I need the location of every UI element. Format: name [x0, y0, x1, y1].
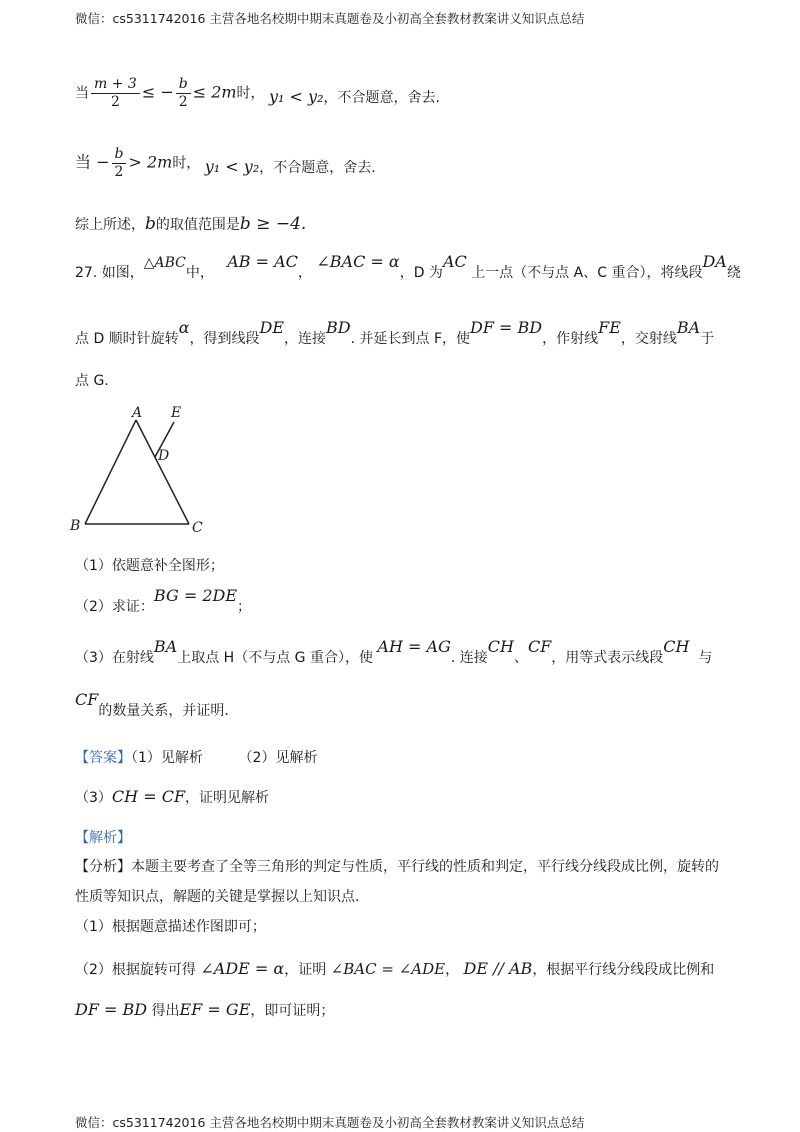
text: 时，: [172, 155, 201, 172]
denominator: 2: [178, 94, 188, 110]
math: AB = AC: [227, 252, 298, 271]
text: ，证明: [284, 962, 327, 978]
text: ，不合题意，舍去.: [259, 159, 376, 176]
text: 上取点 H（不与点 G 重合），使: [177, 650, 373, 666]
math: EF = GE: [179, 1000, 251, 1019]
math: FE: [598, 318, 621, 337]
math: y₁ < y₂: [204, 156, 260, 176]
text: 的取值范围是: [155, 217, 240, 233]
math: > 2m: [128, 152, 173, 172]
denominator: 2: [110, 94, 120, 110]
math: DE: [259, 318, 285, 337]
analysis-tag: 【解析】: [75, 830, 131, 846]
answer-line-2: [75, 787, 269, 808]
fraction: [176, 76, 191, 111]
math: ∠BAC = α: [316, 252, 400, 271]
triangle-figure: [66, 402, 216, 537]
text: 点 D 顺时针旋转: [75, 331, 179, 347]
math: α: [178, 318, 190, 337]
part-1: （1）依题意补全图形；: [75, 558, 224, 574]
solution-1: （1）根据题意描述作图即可；: [75, 919, 266, 935]
case-line-2: [75, 146, 376, 181]
math: DF = BD: [75, 1000, 148, 1019]
case-line-1: [75, 76, 440, 111]
label-e: E: [171, 405, 182, 421]
text: 当 −: [75, 152, 110, 172]
text: 绕: [726, 265, 741, 281]
math: AC: [442, 252, 467, 271]
label-d: D: [158, 448, 170, 464]
text: ，作射线: [542, 331, 599, 347]
label-c: C: [192, 520, 203, 536]
text: （2）见解析: [238, 750, 318, 766]
math: ∠BAC = ∠ADE: [330, 960, 446, 978]
math: b: [145, 214, 156, 234]
math: CH = CF: [111, 787, 186, 806]
text: 综上所述，: [75, 217, 145, 233]
text: 时，: [236, 85, 265, 102]
solution-2-line-1: [75, 959, 714, 980]
math: ∠ADE = α: [200, 959, 285, 978]
text: ，D 为: [399, 265, 443, 281]
text: 中，: [185, 265, 214, 281]
label-a: A: [132, 405, 143, 421]
math: BG = 2DE: [153, 586, 238, 605]
text: （2）根据旋转可得: [75, 962, 196, 978]
part-2: [75, 586, 252, 617]
math: ≤ 2m: [192, 82, 237, 102]
question-27-line-3: 点 G.: [75, 373, 109, 389]
text: ，: [297, 265, 312, 281]
text: 27. 如图，: [75, 265, 144, 281]
text: ，用等式表示线段: [551, 650, 664, 666]
math: CF: [75, 690, 99, 709]
answer-line-1: [75, 748, 317, 768]
math: △ABC: [143, 255, 186, 271]
solution-2-line-2: [75, 1000, 334, 1021]
question-27-line-2: [75, 318, 715, 349]
math: DE // AB: [463, 959, 533, 978]
part-3-line-2: [75, 690, 229, 721]
math: y₁ < y₂: [269, 86, 324, 106]
text: ，: [445, 962, 460, 978]
math: DF = BD: [470, 318, 543, 337]
text: ，不合题意，舍去.: [323, 89, 440, 106]
text: . 并延长到点 F，使: [350, 331, 471, 347]
text: ，根据平行线分线段成比例和: [532, 962, 715, 978]
numerator: m + 3: [91, 76, 140, 94]
page-header: 微信：cs5311742016 主营各地名校期中期末真题卷及小初高全套教材教案讲义知识点总结: [75, 11, 585, 26]
text: 与: [698, 650, 713, 666]
math: DA: [702, 252, 727, 271]
math: BD: [326, 318, 351, 337]
numerator: b: [176, 76, 191, 94]
math: AH = AG: [377, 637, 451, 656]
text: ；: [237, 599, 252, 615]
analysis-line-1: 【分析】本题主要考查了全等三角形的判定与性质，平行线的性质和判定，平行线分线段成比例，旋转的: [75, 859, 719, 875]
text: 上一点（不与点 A、C 重合），将线段: [471, 265, 703, 281]
text: （3）在射线: [75, 650, 154, 666]
text: ，即可证明；: [250, 1003, 335, 1019]
question-27-line-1: [75, 252, 741, 283]
math: BA: [153, 637, 178, 656]
math: CH: [663, 637, 690, 656]
denominator: 2: [114, 164, 124, 180]
analysis-line-2: 性质等知识点，解题的关键是掌握以上知识点.: [75, 889, 360, 905]
text: （3）: [75, 790, 112, 806]
text: ，连接: [284, 331, 327, 347]
fraction: [112, 146, 127, 181]
text: ，交射线: [620, 331, 677, 347]
page-footer: 微信：cs5311742016 主营各地名校期中期末真题卷及小初高全套教材教案讲义知识点总结: [75, 1115, 585, 1130]
text: ，证明见解析: [185, 790, 270, 806]
math: CF: [527, 637, 552, 656]
answer-tag: 【答案】: [75, 750, 131, 766]
text: 得出: [151, 1003, 180, 1019]
text: . 连接: [450, 650, 488, 666]
text: 当: [75, 85, 89, 102]
conclusion-line: [75, 214, 306, 235]
text: （1）见解析: [131, 750, 203, 766]
label-b: B: [70, 518, 81, 534]
text: （2）求证：: [75, 599, 154, 615]
part-3-line-1: [75, 637, 713, 668]
numerator: b: [112, 146, 127, 164]
segment-ab: [85, 420, 136, 524]
math: BA: [676, 318, 701, 337]
text: 的数量关系，并证明.: [98, 703, 229, 719]
fraction: [91, 76, 140, 111]
segment-ac: [136, 420, 189, 524]
math: CH: [487, 637, 514, 656]
text: ，得到线段: [189, 331, 260, 347]
text: 、: [513, 650, 528, 666]
math: b ≥ −4.: [239, 214, 307, 234]
text: 于: [700, 331, 715, 347]
math: ≤ −: [141, 82, 174, 102]
